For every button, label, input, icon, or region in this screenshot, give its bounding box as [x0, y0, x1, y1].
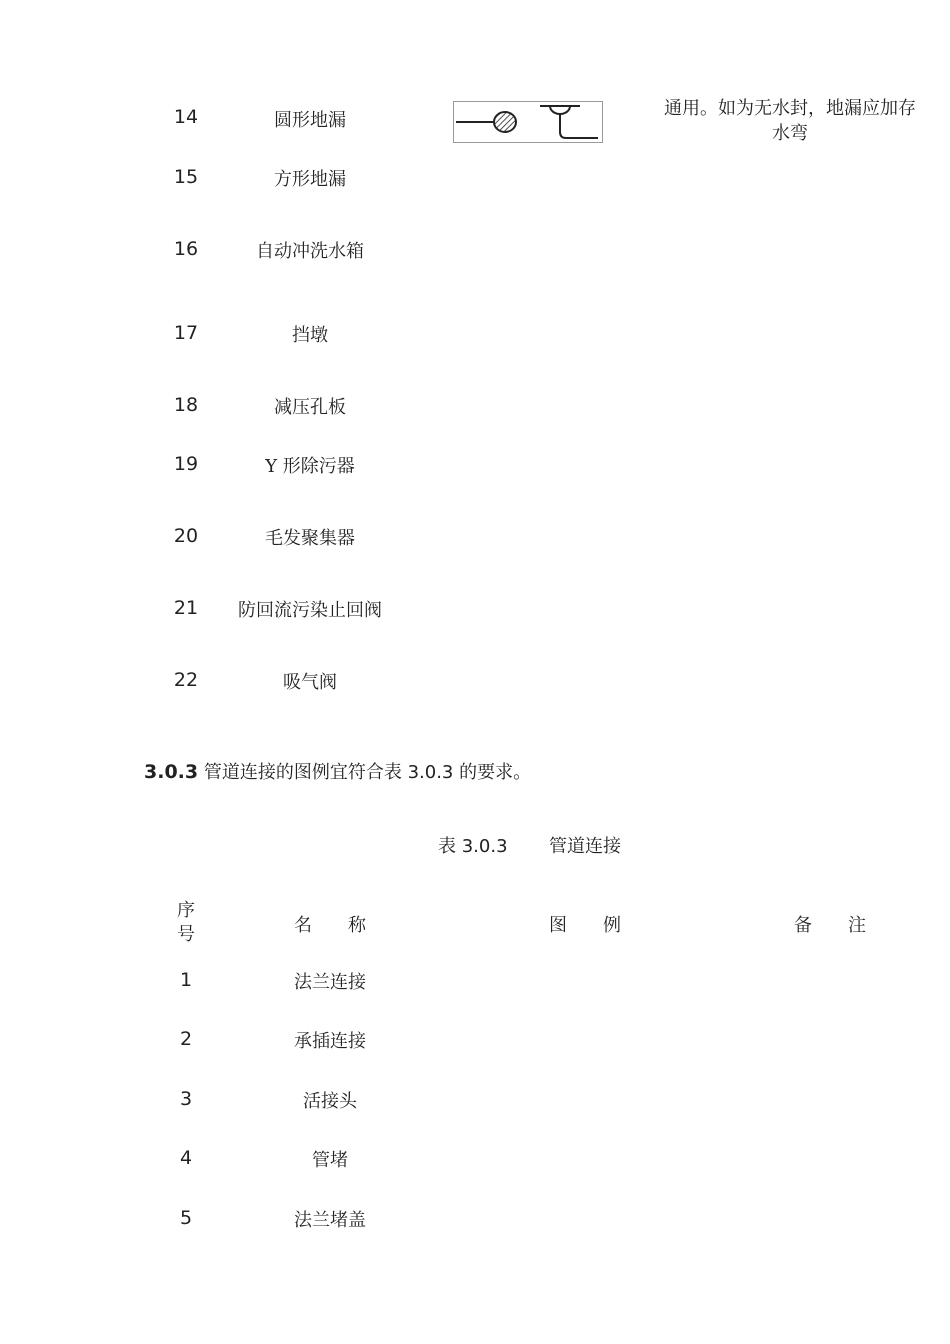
row-name: 管堵	[312, 1150, 348, 1171]
row-name: 法兰连接	[294, 972, 366, 993]
row-note: 通用。如为无水封，地漏应加存水弯	[664, 98, 916, 144]
row-name: 方形地漏	[274, 169, 346, 190]
header-note: 备 注	[794, 915, 866, 936]
caption-title: 管道连接	[549, 836, 622, 857]
row-name: 挡墩	[292, 325, 328, 346]
row-name: 自动冲洗水箱	[256, 241, 364, 262]
row-number: 15	[173, 166, 199, 188]
row-name: 吸气阀	[283, 672, 337, 693]
caption-number: 3.0.3	[461, 836, 508, 857]
caption-prefix: 表	[438, 836, 456, 857]
row-number: 22	[173, 669, 199, 691]
row-name: 防回流污染止回阀	[238, 600, 382, 621]
row-name: 活接头	[303, 1091, 357, 1112]
floor-drain-legend	[453, 101, 603, 143]
row-number: 20	[173, 525, 199, 547]
row-number: 18	[173, 394, 199, 416]
section-text-b: 的要求。	[459, 762, 532, 783]
row-name: 法兰堵盖	[294, 1210, 366, 1231]
row-number: 1	[179, 969, 193, 991]
row-name: 圆形地漏	[274, 110, 346, 131]
row-number: 16	[173, 238, 199, 260]
row-name: 减压孔板	[274, 397, 346, 418]
table-caption	[438, 832, 621, 858]
row-number: 4	[179, 1147, 193, 1169]
row-number: 5	[179, 1207, 193, 1229]
row-name: 承插连接	[294, 1031, 366, 1052]
section-text-a: 管道连接的图例宜符合表	[203, 762, 402, 783]
header-serial-line: 序	[177, 900, 195, 921]
section-paragraph	[144, 758, 531, 784]
section-table-ref: 3.0.3	[407, 762, 454, 783]
row-number: 14	[173, 106, 199, 128]
row-number: 17	[173, 322, 199, 344]
row-number: 21	[173, 597, 199, 619]
header-legend: 图 例	[549, 915, 621, 936]
header-serial-line: 号	[177, 924, 195, 945]
row-number: 19	[173, 453, 199, 475]
row-number: 2	[179, 1028, 193, 1050]
row-name: Y 形除污器	[265, 456, 355, 477]
row-name: 毛发聚集器	[265, 528, 355, 549]
section-number: 3.0.3	[144, 761, 199, 783]
floor-drain-icon	[454, 102, 602, 142]
row-number: 3	[179, 1088, 193, 1110]
header-name: 名 称	[294, 915, 366, 936]
header-serial	[166, 899, 206, 947]
